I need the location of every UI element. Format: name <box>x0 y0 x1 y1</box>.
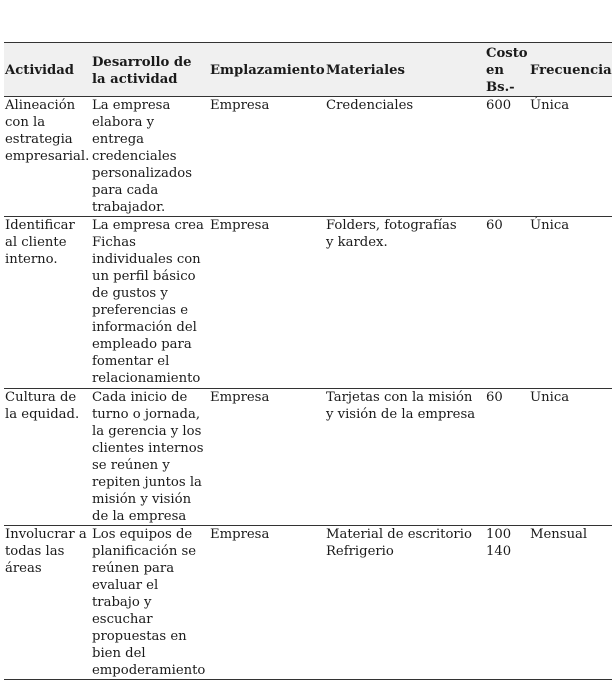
cell-actividad: Alineación con la estrategia empresarial. <box>4 97 91 217</box>
cell-frecuencia: Única <box>529 97 612 217</box>
header-emplazamiento: Emplazamiento <box>209 43 325 97</box>
cell-desarrollo: Los equipos de planificación se reúnen para evaluar el trabajo y escuchar propuestas en bien del empoderamiento <box>91 526 209 680</box>
cell-costo: 60 <box>485 389 529 526</box>
cell-emplazamiento: Empresa <box>209 526 325 680</box>
table-body <box>4 97 612 680</box>
header-actividad: Actividad <box>4 43 91 97</box>
cell-materiales: Folders, fotografías y kardex. <box>325 217 485 389</box>
header-row <box>4 43 612 97</box>
cell-emplazamiento: Empresa <box>209 217 325 389</box>
cell-costo: 600 <box>485 97 529 217</box>
cell-costo: 100 140 <box>485 526 529 680</box>
cell-emplazamiento: Empresa <box>209 389 325 526</box>
cell-costo: 60 <box>485 217 529 389</box>
cell-emplazamiento: Empresa <box>209 97 325 217</box>
cell-actividad: Involucrar a todas las áreas <box>4 526 91 680</box>
cell-frecuencia: Única <box>529 217 612 389</box>
header-costo: Costo en Bs.- <box>485 43 529 97</box>
cell-actividad: Cultura de la equidad. <box>4 389 91 526</box>
table-row <box>4 97 612 217</box>
cell-actividad: Identificar al cliente interno. <box>4 217 91 389</box>
activities-table-container <box>4 42 612 680</box>
cell-materiales: Tarjetas con la misión y visión de la empresa <box>325 389 485 526</box>
table-row <box>4 217 612 389</box>
cell-materiales: Credenciales <box>325 97 485 217</box>
cell-frecuencia: Unica <box>529 389 612 526</box>
header-materiales: Materiales <box>325 43 485 97</box>
cell-desarrollo: La empresa crea Fichas individuales con un perfil básico de gustos y preferencias e información del empleado para fomentar el relacionamiento <box>91 217 209 389</box>
table-header <box>4 43 612 97</box>
cell-desarrollo: La empresa elabora y entrega credenciales personalizados para cada trabajador. <box>91 97 209 217</box>
table-row <box>4 526 612 680</box>
table-row <box>4 389 612 526</box>
cell-materiales: Material de escritorio Refrigerio <box>325 526 485 680</box>
header-frecuencia: Frecuencia <box>529 43 612 97</box>
activities-table <box>4 42 612 680</box>
header-desarrollo: Desarrollo de la actividad <box>91 43 209 97</box>
cell-frecuencia: Mensual <box>529 526 612 680</box>
cell-desarrollo: Cada inicio de turno o jornada, la gerencia y los clientes internos se reúnen y repiten juntos la misión y visión de la empresa <box>91 389 209 526</box>
